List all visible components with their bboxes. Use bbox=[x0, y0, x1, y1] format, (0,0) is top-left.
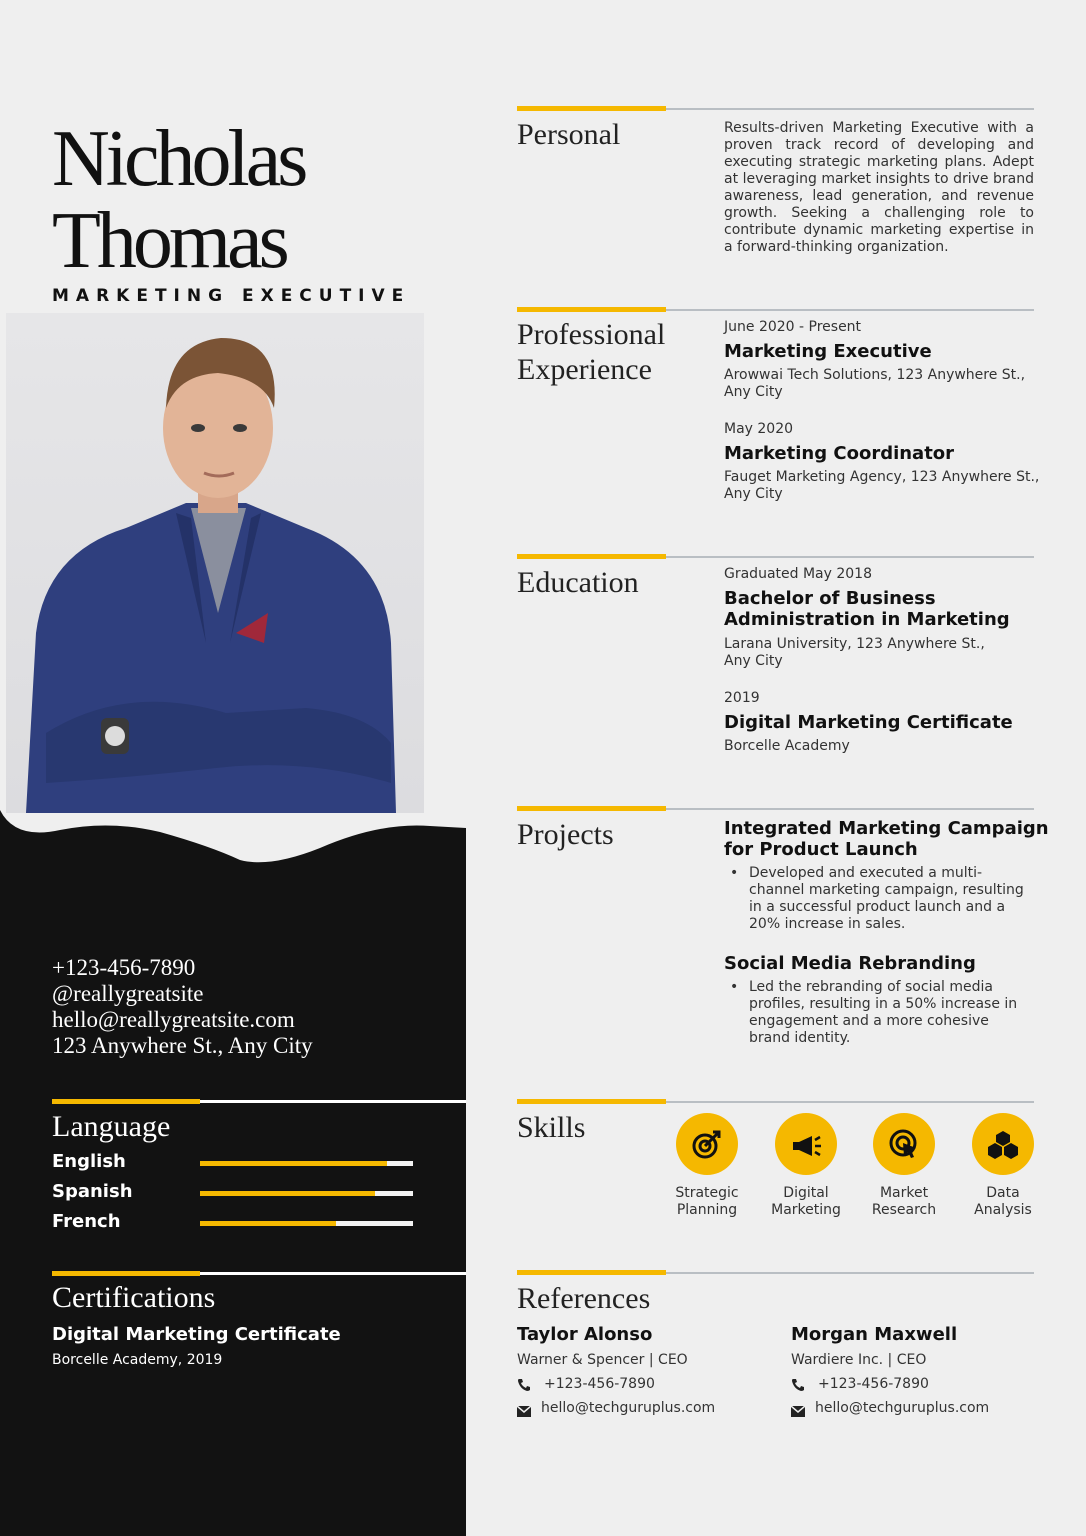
language-divider bbox=[52, 1100, 466, 1103]
education-date: Graduated May 2018 bbox=[724, 566, 872, 582]
personal-summary: Results-driven Marketing Executive with a proven track record of developing and executing strategic marketing plans. Adept at leveraging market insights to drive brand awareness, lead generation, and revenue growth. Seeking a challenging role to contribute dynamic marketing expertise in a forward-thinking organization. bbox=[724, 120, 1034, 255]
job-place bbox=[724, 469, 1039, 503]
skill-label-line: Data bbox=[986, 1185, 1020, 1201]
job-place-line: Fauget Marketing Agency, 123 Anywhere St., bbox=[724, 469, 1040, 485]
cursor-target-icon bbox=[888, 1128, 920, 1160]
education-degree-line: Bachelor of Business bbox=[724, 588, 936, 609]
education-divider bbox=[517, 556, 1034, 558]
language-name: French bbox=[52, 1211, 121, 1232]
project-title: Social Media Rebranding bbox=[724, 953, 976, 974]
skill-label bbox=[657, 1185, 757, 1219]
job-place bbox=[724, 367, 1025, 401]
education-place bbox=[724, 636, 985, 670]
contact-email[interactable]: hello@reallygreatsite.com bbox=[52, 1007, 295, 1032]
certification-title: Digital Marketing Certificate bbox=[52, 1324, 341, 1345]
experience-divider bbox=[517, 309, 1034, 311]
education-degree-line: Administration in Marketing bbox=[724, 609, 1010, 630]
job-date: June 2020 - Present bbox=[724, 319, 862, 335]
phone-icon bbox=[791, 1377, 805, 1396]
bullet-icon: • bbox=[730, 979, 739, 995]
project-description: Led the rebranding of social media profiles, resulting in a 50% increase in engagement and a more cohesive brand identity. bbox=[749, 979, 1018, 1046]
job-date: May 2020 bbox=[724, 421, 794, 437]
reference-company: Warner & Spencer | CEO bbox=[517, 1352, 688, 1368]
data-analysis-skill bbox=[972, 1113, 1034, 1175]
megaphone-icon bbox=[790, 1128, 822, 1160]
reference-phone[interactable]: +123-456-7890 bbox=[818, 1376, 929, 1392]
experience-heading bbox=[517, 317, 665, 387]
reference-name: Morgan Maxwell bbox=[791, 1324, 958, 1345]
mail-icon bbox=[791, 1402, 805, 1421]
skill-label bbox=[854, 1185, 954, 1219]
certifications-divider bbox=[52, 1272, 466, 1275]
last-name: Thomas bbox=[52, 197, 286, 285]
personal-heading: Personal bbox=[517, 118, 621, 151]
language-name: Spanish bbox=[52, 1181, 133, 1202]
reference-name: Taylor Alonso bbox=[517, 1324, 653, 1345]
certification-subtitle: Borcelle Academy, 2019 bbox=[52, 1352, 223, 1368]
education-date: 2019 bbox=[724, 690, 760, 706]
experience-heading-line: Professional bbox=[517, 318, 666, 351]
skill-label-line: Planning bbox=[676, 1202, 738, 1218]
job-title: MARKETING EXECUTIVE bbox=[52, 286, 411, 306]
job-place-line: Any City bbox=[724, 384, 783, 400]
strategic-planning-skill bbox=[676, 1113, 738, 1175]
job-place-line: Arowwai Tech Solutions, 123 Anywhere St., bbox=[724, 367, 1026, 383]
reference-company: Wardiere Inc. | CEO bbox=[791, 1352, 927, 1368]
person-portrait-image bbox=[6, 313, 424, 813]
language-level-bar bbox=[200, 1221, 413, 1226]
skill-label bbox=[756, 1185, 856, 1219]
contact-website[interactable]: @reallygreatsite bbox=[52, 981, 204, 1006]
skill-label-line: Strategic bbox=[675, 1185, 739, 1201]
skill-label-line: Market bbox=[879, 1185, 929, 1201]
skill-label-line: Digital bbox=[783, 1185, 829, 1201]
language-name: English bbox=[52, 1151, 126, 1172]
skill-label-line: Analysis bbox=[974, 1202, 1032, 1218]
language-heading: Language bbox=[52, 1110, 171, 1143]
reference-email[interactable]: hello@techguruplus.com bbox=[541, 1400, 716, 1416]
project-title bbox=[724, 818, 1049, 860]
digital-marketing-skill bbox=[775, 1113, 837, 1175]
target-icon bbox=[691, 1128, 723, 1160]
projects-heading: Projects bbox=[517, 818, 614, 851]
skills-divider bbox=[517, 1101, 1034, 1103]
education-heading: Education bbox=[517, 566, 639, 599]
contact-phone[interactable]: +123-456-7890 bbox=[52, 955, 196, 980]
first-name: Nicholas bbox=[52, 115, 305, 203]
language-level-bar bbox=[200, 1161, 413, 1166]
education-degree: Digital Marketing Certificate bbox=[724, 712, 1013, 733]
project-description: Developed and executed a multi-channel marketing campaign, resulting in a successful product launch and a 20% increase in sales. bbox=[749, 865, 1024, 932]
education-degree bbox=[724, 588, 1010, 630]
skill-label-line: Marketing bbox=[771, 1202, 841, 1218]
reference-phone[interactable]: +123-456-7890 bbox=[544, 1376, 655, 1392]
phone-icon bbox=[517, 1377, 531, 1396]
skill-label-line: Research bbox=[871, 1202, 937, 1218]
education-place-line: Any City bbox=[724, 653, 783, 669]
market-research-skill bbox=[873, 1113, 935, 1175]
certifications-heading: Certifications bbox=[52, 1281, 216, 1314]
language-level-bar bbox=[200, 1191, 413, 1196]
mail-icon bbox=[517, 1402, 531, 1421]
references-divider bbox=[517, 1272, 1034, 1274]
job-place-line: Any City bbox=[724, 486, 783, 502]
contact-address: 123 Anywhere St., Any City bbox=[52, 1033, 313, 1058]
project-title-line: Integrated Marketing Campaign bbox=[724, 818, 1049, 839]
skills-heading: Skills bbox=[517, 1111, 586, 1144]
project-title-line: for Product Launch bbox=[724, 839, 918, 860]
job-role: Marketing Coordinator bbox=[724, 443, 955, 464]
education-place-line: Larana University, 123 Anywhere St., bbox=[724, 636, 985, 652]
profile-photo bbox=[6, 313, 424, 813]
references-heading: References bbox=[517, 1282, 651, 1315]
education-place: Borcelle Academy bbox=[724, 738, 850, 754]
job-role: Marketing Executive bbox=[724, 341, 932, 362]
reference-email[interactable]: hello@techguruplus.com bbox=[815, 1400, 990, 1416]
bullet-icon: • bbox=[730, 865, 739, 881]
skill-label bbox=[953, 1185, 1053, 1219]
candidate-name bbox=[52, 115, 305, 285]
cubes-icon bbox=[987, 1128, 1019, 1160]
projects-divider bbox=[517, 808, 1034, 810]
experience-heading-line: Experience bbox=[517, 353, 652, 386]
personal-divider bbox=[517, 108, 1034, 110]
